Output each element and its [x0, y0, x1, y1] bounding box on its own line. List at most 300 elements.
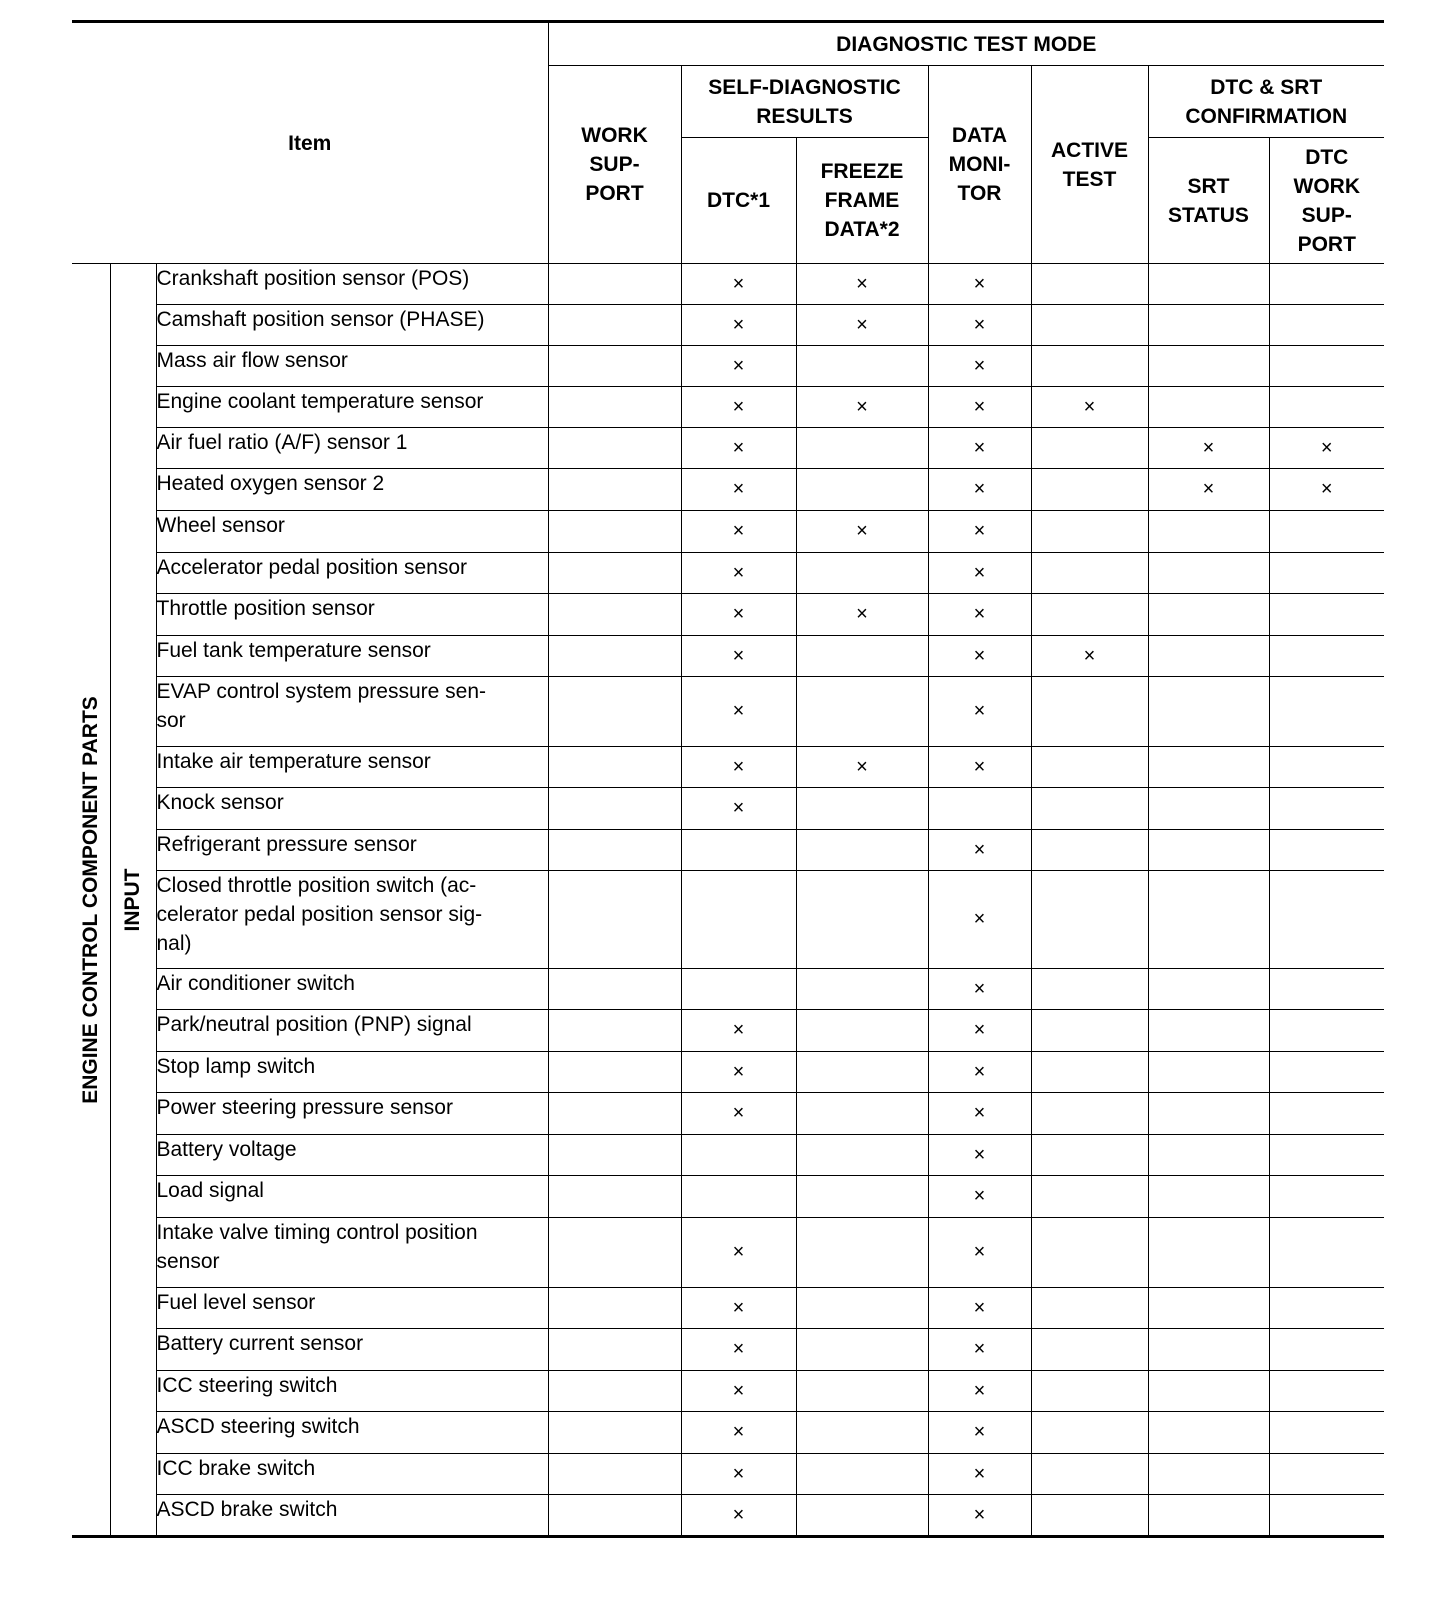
item-name: Power steering pressure sensor — [156, 1093, 548, 1135]
cell-dtc-work-support — [1269, 1176, 1384, 1218]
check-mark: × — [732, 755, 745, 778]
check-mark: × — [973, 354, 986, 377]
item-name: Fuel tank temperature sensor — [156, 636, 548, 677]
cell-freeze-frame — [796, 428, 928, 469]
cell-freeze-frame — [796, 387, 928, 428]
cell-data-monitor — [928, 1371, 1031, 1412]
cell-dtc-work-support — [1269, 830, 1384, 871]
cell-data-monitor — [928, 594, 1031, 636]
cell-srt-status — [1148, 1218, 1269, 1288]
cell-freeze-frame — [796, 677, 928, 747]
table-row — [72, 1093, 1384, 1135]
cell-work-support — [548, 830, 681, 871]
cell-work-support — [548, 677, 681, 747]
srt-status-header: SRT STATUS — [1148, 138, 1269, 264]
cell-data-monitor — [928, 1288, 1031, 1329]
cell-srt-status — [1148, 830, 1269, 871]
item-name: Mass air flow sensor — [156, 346, 548, 387]
cell-dtc-work-support — [1269, 1412, 1384, 1454]
check-mark: × — [856, 520, 868, 542]
check-mark: × — [973, 1102, 986, 1124]
cell-dtc — [681, 1329, 796, 1371]
check-mark: × — [732, 436, 745, 459]
item-name: Intake valve timing control position sensor — [156, 1218, 548, 1288]
check-mark: × — [732, 1503, 745, 1526]
cell-dtc — [681, 1093, 796, 1135]
cell-data-monitor — [928, 788, 1031, 830]
cell-work-support — [548, 305, 681, 346]
table-row — [72, 387, 1384, 428]
item-name: Air fuel ratio (A/F) sensor 1 — [156, 428, 548, 469]
cell-dtc-work-support — [1269, 428, 1384, 469]
check-mark: × — [732, 478, 745, 500]
cell-data-monitor — [928, 469, 1031, 511]
item-name: Closed throttle position switch (ac- celerator pedal position sensor sig- nal) — [156, 871, 548, 969]
cell-work-support — [548, 428, 681, 469]
item-name: Fuel level sensor — [156, 1288, 548, 1329]
cell-data-monitor — [928, 1454, 1031, 1495]
cell-data-monitor — [928, 1329, 1031, 1371]
cell-freeze-frame — [796, 594, 928, 636]
cell-data-monitor — [928, 511, 1031, 553]
cell-work-support — [548, 1135, 681, 1176]
cell-dtc — [681, 346, 796, 387]
cell-work-support — [548, 1010, 681, 1052]
cell-freeze-frame — [796, 553, 928, 594]
check-mark: × — [732, 395, 745, 418]
data-monitor-header: DATA MONI- TOR — [928, 66, 1031, 264]
cell-srt-status — [1148, 305, 1269, 346]
table-row — [72, 1010, 1384, 1052]
cell-dtc — [681, 511, 796, 553]
cell-data-monitor — [928, 1495, 1031, 1537]
cell-dtc — [681, 428, 796, 469]
cell-dtc — [681, 1176, 796, 1218]
check-mark: × — [973, 1462, 986, 1485]
item-name: Crankshaft position sensor (POS) — [156, 264, 548, 305]
cell-freeze-frame — [796, 264, 928, 305]
check-mark: × — [732, 1102, 745, 1124]
cell-dtc-work-support — [1269, 1218, 1384, 1288]
cell-dtc-work-support — [1269, 871, 1384, 969]
check-mark: × — [732, 520, 745, 542]
cell-srt-status — [1148, 788, 1269, 830]
cell-active-test — [1031, 1093, 1148, 1135]
cell-data-monitor — [928, 677, 1031, 747]
cell-srt-status — [1148, 747, 1269, 788]
check-mark: × — [856, 755, 868, 778]
cell-active-test — [1031, 1288, 1148, 1329]
cell-dtc — [681, 1454, 796, 1495]
cell-freeze-frame — [796, 1010, 928, 1052]
cell-dtc-work-support — [1269, 387, 1384, 428]
cell-freeze-frame — [796, 1329, 928, 1371]
cell-active-test — [1031, 1176, 1148, 1218]
check-mark: × — [1083, 644, 1096, 667]
cell-work-support — [548, 1454, 681, 1495]
cell-dtc — [681, 788, 796, 830]
cell-active-test — [1031, 594, 1148, 636]
cell-work-support — [548, 871, 681, 969]
dtc-header: DTC*1 — [681, 138, 796, 264]
cell-data-monitor — [928, 1093, 1031, 1135]
item-name: Throttle position sensor — [156, 594, 548, 636]
table-row — [72, 1288, 1384, 1329]
check-mark: × — [973, 755, 986, 778]
cell-freeze-frame — [796, 1371, 928, 1412]
check-mark: × — [732, 1241, 745, 1263]
cell-active-test — [1031, 1218, 1148, 1288]
check-mark: × — [856, 313, 868, 336]
cell-dtc-work-support — [1269, 553, 1384, 594]
cell-work-support — [548, 1218, 681, 1288]
cell-dtc-work-support — [1269, 1010, 1384, 1052]
check-mark: × — [973, 1296, 986, 1319]
check-mark: × — [973, 644, 986, 667]
check-mark: × — [973, 977, 986, 1000]
cell-dtc — [681, 1010, 796, 1052]
cell-work-support — [548, 1412, 681, 1454]
cell-work-support — [548, 594, 681, 636]
cell-freeze-frame — [796, 788, 928, 830]
check-mark: × — [973, 1241, 986, 1263]
table-body — [72, 264, 1384, 1537]
cell-work-support — [548, 1093, 681, 1135]
cell-data-monitor — [928, 969, 1031, 1010]
cell-dtc — [681, 469, 796, 511]
check-mark: × — [973, 436, 986, 459]
cell-freeze-frame — [796, 1288, 928, 1329]
cell-active-test — [1031, 264, 1148, 305]
check-mark: × — [732, 1379, 745, 1402]
cell-dtc — [681, 871, 796, 969]
freeze-frame-data-header: FREEZE FRAME DATA*2 — [796, 138, 928, 264]
table-row — [72, 1052, 1384, 1093]
cell-srt-status — [1148, 387, 1269, 428]
table-row — [72, 553, 1384, 594]
cell-srt-status — [1148, 1454, 1269, 1495]
cell-dtc — [681, 553, 796, 594]
table-row — [72, 636, 1384, 677]
cell-srt-status — [1148, 553, 1269, 594]
table-row — [72, 788, 1384, 830]
item-name: Refrigerant pressure sensor — [156, 830, 548, 871]
check-mark: × — [732, 1421, 745, 1443]
cell-active-test — [1031, 830, 1148, 871]
cell-active-test — [1031, 1371, 1148, 1412]
item-name: Engine coolant temperature sensor — [156, 387, 548, 428]
cell-dtc-work-support — [1269, 677, 1384, 747]
check-mark: × — [732, 797, 745, 819]
item-header: Item — [72, 22, 548, 264]
cell-dtc-work-support — [1269, 1288, 1384, 1329]
cell-freeze-frame — [796, 305, 928, 346]
item-name: ASCD brake switch — [156, 1495, 548, 1537]
check-mark: × — [973, 603, 986, 625]
item-name: Stop lamp switch — [156, 1052, 548, 1093]
cell-active-test — [1031, 747, 1148, 788]
dtc-srt-confirmation-header: DTC & SRT CONFIRMATION — [1148, 66, 1384, 138]
table-row — [72, 1412, 1384, 1454]
table-row — [72, 1495, 1384, 1537]
cell-dtc — [681, 677, 796, 747]
cell-dtc — [681, 636, 796, 677]
cell-srt-status — [1148, 594, 1269, 636]
cell-data-monitor — [928, 1010, 1031, 1052]
cell-dtc — [681, 1371, 796, 1412]
cell-srt-status — [1148, 511, 1269, 553]
check-mark: × — [1083, 395, 1096, 418]
cell-freeze-frame — [796, 1135, 928, 1176]
cell-dtc-work-support — [1269, 747, 1384, 788]
check-mark: × — [973, 908, 986, 930]
check-mark: × — [732, 1296, 745, 1319]
table-row — [72, 747, 1384, 788]
cell-active-test — [1031, 969, 1148, 1010]
cell-dtc — [681, 969, 796, 1010]
cell-freeze-frame — [796, 1454, 928, 1495]
table-row — [72, 830, 1384, 871]
cell-dtc — [681, 830, 796, 871]
check-mark: × — [732, 1462, 745, 1485]
cell-freeze-frame — [796, 1218, 928, 1288]
check-mark: × — [973, 272, 986, 295]
cell-data-monitor — [928, 1135, 1031, 1176]
cell-dtc-work-support — [1269, 1495, 1384, 1537]
check-mark: × — [732, 272, 745, 295]
cell-srt-status — [1148, 1288, 1269, 1329]
item-name: Load signal — [156, 1176, 548, 1218]
self-diagnostic-results-header: SELF-DIAGNOSTIC RESULTS — [681, 66, 928, 138]
check-mark: × — [973, 561, 986, 584]
cell-active-test — [1031, 636, 1148, 677]
cell-work-support — [548, 969, 681, 1010]
cell-srt-status — [1148, 428, 1269, 469]
cell-active-test — [1031, 305, 1148, 346]
item-name: Air conditioner switch — [156, 969, 548, 1010]
cell-srt-status — [1148, 1010, 1269, 1052]
cell-active-test — [1031, 677, 1148, 747]
cell-freeze-frame — [796, 830, 928, 871]
cell-data-monitor — [928, 428, 1031, 469]
cell-freeze-frame — [796, 969, 928, 1010]
cell-work-support — [548, 387, 681, 428]
check-mark: × — [973, 838, 986, 861]
check-mark: × — [973, 1019, 986, 1041]
cell-srt-status — [1148, 1412, 1269, 1454]
check-mark: × — [973, 313, 986, 336]
table-row — [72, 1371, 1384, 1412]
cell-data-monitor — [928, 1052, 1031, 1093]
cell-freeze-frame — [796, 871, 928, 969]
group-label-cell — [72, 264, 110, 1537]
check-mark: × — [973, 1060, 986, 1083]
subgroup-label-cell — [110, 264, 156, 1537]
table-row — [72, 305, 1384, 346]
cell-data-monitor — [928, 1176, 1031, 1218]
check-mark: × — [732, 354, 745, 377]
check-mark: × — [1202, 478, 1215, 500]
check-mark: × — [732, 644, 745, 667]
cell-work-support — [548, 264, 681, 305]
table-row — [72, 594, 1384, 636]
table-row — [72, 871, 1384, 969]
item-name: ASCD steering switch — [156, 1412, 548, 1454]
cell-work-support — [548, 1495, 681, 1537]
table-row — [72, 511, 1384, 553]
cell-dtc-work-support — [1269, 469, 1384, 511]
cell-freeze-frame — [796, 1093, 928, 1135]
cell-dtc-work-support — [1269, 511, 1384, 553]
table-row — [72, 428, 1384, 469]
cell-freeze-frame — [796, 469, 928, 511]
cell-data-monitor — [928, 1218, 1031, 1288]
check-mark: × — [973, 1338, 986, 1360]
cell-active-test — [1031, 469, 1148, 511]
cell-work-support — [548, 1176, 681, 1218]
cell-active-test — [1031, 1495, 1148, 1537]
dtc-work-support-header: DTC WORK SUP- PORT — [1269, 138, 1384, 264]
cell-data-monitor — [928, 553, 1031, 594]
cell-active-test — [1031, 1052, 1148, 1093]
cell-work-support — [548, 1052, 681, 1093]
cell-srt-status — [1148, 1329, 1269, 1371]
item-name: EVAP control system pressure sen- sor — [156, 677, 548, 747]
cell-data-monitor — [928, 747, 1031, 788]
check-mark: × — [973, 395, 986, 418]
cell-dtc — [681, 1135, 796, 1176]
cell-srt-status — [1148, 1135, 1269, 1176]
cell-work-support — [548, 346, 681, 387]
item-name: Wheel sensor — [156, 511, 548, 553]
cell-dtc-work-support — [1269, 594, 1384, 636]
cell-data-monitor — [928, 346, 1031, 387]
cell-freeze-frame — [796, 511, 928, 553]
cell-srt-status — [1148, 264, 1269, 305]
item-name: Park/neutral position (PNP) signal — [156, 1010, 548, 1052]
group-label: ENGINE CONTROL COMPONENT PARTS — [78, 695, 102, 1104]
cell-dtc-work-support — [1269, 1454, 1384, 1495]
cell-active-test — [1031, 511, 1148, 553]
diagnostic-test-mode-table — [72, 20, 1384, 1538]
cell-work-support — [548, 788, 681, 830]
cell-freeze-frame — [796, 747, 928, 788]
cell-dtc — [681, 1412, 796, 1454]
check-mark: × — [1320, 478, 1333, 500]
cell-data-monitor — [928, 387, 1031, 428]
cell-freeze-frame — [796, 636, 928, 677]
check-mark: × — [856, 603, 868, 625]
cell-srt-status — [1148, 1176, 1269, 1218]
check-mark: × — [732, 603, 745, 625]
table-row — [72, 469, 1384, 511]
cell-data-monitor — [928, 636, 1031, 677]
table-row — [72, 264, 1384, 305]
cell-work-support — [548, 1288, 681, 1329]
cell-freeze-frame — [796, 1052, 928, 1093]
cell-dtc — [681, 387, 796, 428]
check-mark: × — [732, 313, 745, 336]
table-row — [72, 1218, 1384, 1288]
check-mark: × — [732, 700, 745, 722]
cell-work-support — [548, 1371, 681, 1412]
cell-work-support — [548, 511, 681, 553]
check-mark: × — [732, 1338, 745, 1360]
check-mark: × — [973, 1503, 986, 1526]
cell-freeze-frame — [796, 1495, 928, 1537]
cell-srt-status — [1148, 677, 1269, 747]
cell-data-monitor — [928, 830, 1031, 871]
item-name: ICC brake switch — [156, 1454, 548, 1495]
cell-dtc-work-support — [1269, 346, 1384, 387]
cell-active-test — [1031, 553, 1148, 594]
cell-dtc-work-support — [1269, 969, 1384, 1010]
cell-dtc-work-support — [1269, 1135, 1384, 1176]
cell-dtc — [681, 747, 796, 788]
cell-srt-status — [1148, 636, 1269, 677]
check-mark: × — [973, 1143, 986, 1166]
cell-dtc — [681, 1288, 796, 1329]
check-mark: × — [856, 272, 868, 295]
cell-srt-status — [1148, 871, 1269, 969]
check-mark: × — [973, 700, 986, 722]
cell-dtc — [681, 1495, 796, 1537]
cell-dtc-work-support — [1269, 1093, 1384, 1135]
work-support-header: WORK SUP- PORT — [548, 66, 681, 264]
check-mark: × — [973, 1185, 986, 1207]
cell-data-monitor — [928, 871, 1031, 969]
cell-srt-status — [1148, 1093, 1269, 1135]
check-mark: × — [973, 520, 986, 542]
cell-srt-status — [1148, 1052, 1269, 1093]
cell-dtc — [681, 1218, 796, 1288]
cell-dtc-work-support — [1269, 788, 1384, 830]
cell-work-support — [548, 747, 681, 788]
cell-dtc-work-support — [1269, 305, 1384, 346]
cell-active-test — [1031, 387, 1148, 428]
item-name: Camshaft position sensor (PHASE) — [156, 305, 548, 346]
cell-srt-status — [1148, 346, 1269, 387]
cell-srt-status — [1148, 1371, 1269, 1412]
cell-dtc — [681, 305, 796, 346]
cell-active-test — [1031, 428, 1148, 469]
cell-active-test — [1031, 1329, 1148, 1371]
cell-dtc-work-support — [1269, 1329, 1384, 1371]
table-row — [72, 1135, 1384, 1176]
item-name: Battery current sensor — [156, 1329, 548, 1371]
item-name: Intake air temperature sensor — [156, 747, 548, 788]
cell-dtc-work-support — [1269, 264, 1384, 305]
item-name: Heated oxygen sensor 2 — [156, 469, 548, 511]
cell-work-support — [548, 1329, 681, 1371]
item-name: ICC steering switch — [156, 1371, 548, 1412]
diagnostic-test-mode-header: DIAGNOSTIC TEST MODE — [548, 22, 1384, 66]
table-row — [72, 346, 1384, 387]
subgroup-label: INPUT — [121, 868, 144, 931]
cell-work-support — [548, 636, 681, 677]
cell-dtc — [681, 264, 796, 305]
table-row — [72, 969, 1384, 1010]
cell-active-test — [1031, 1454, 1148, 1495]
cell-freeze-frame — [796, 1176, 928, 1218]
cell-freeze-frame — [796, 1412, 928, 1454]
cell-dtc-work-support — [1269, 1371, 1384, 1412]
check-mark: × — [1202, 436, 1215, 459]
check-mark: × — [973, 478, 986, 500]
cell-active-test — [1031, 1135, 1148, 1176]
check-mark: × — [732, 1060, 745, 1083]
item-name: Knock sensor — [156, 788, 548, 830]
